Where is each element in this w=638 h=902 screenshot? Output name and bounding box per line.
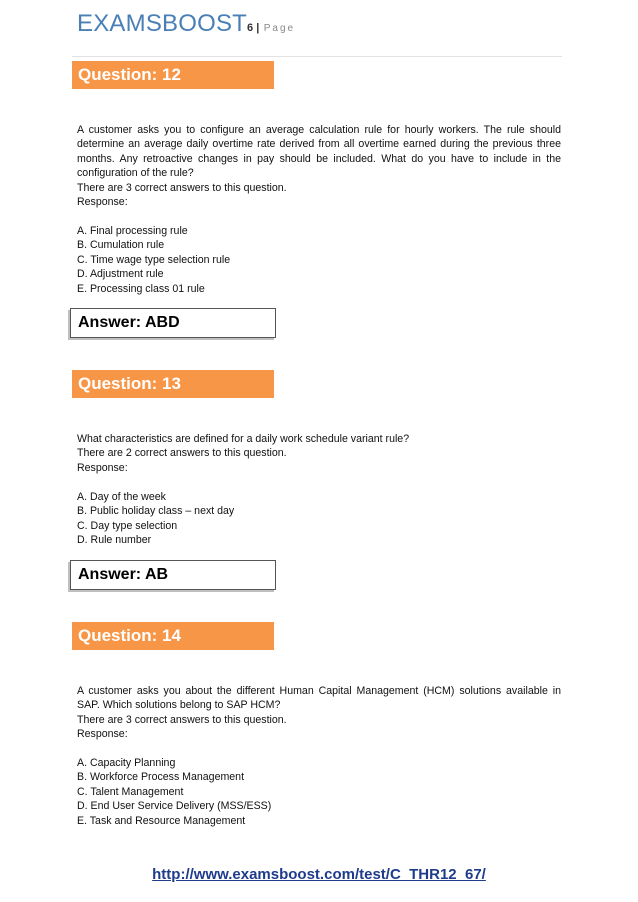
question-13-text: What characteristics are defined for a daily work schedule variant rule? xyxy=(77,433,410,445)
brand-title: EXAMSBOOST xyxy=(77,10,248,37)
question-14-text: A customer asks you about the different Human Capital Management (HCM) solutions available in SAP. Which solutions belong to SAP HCM? xyxy=(77,685,561,712)
question-13-answer: Answer: AB xyxy=(70,560,276,590)
option: D. Rule number xyxy=(77,534,152,547)
page-number: 6 | xyxy=(247,22,260,34)
option: C. Talent Management xyxy=(77,785,184,798)
option: E. Processing class 01 rule xyxy=(77,282,205,295)
question-14-response: Response: xyxy=(77,728,128,741)
question-12-title: Question: 12 xyxy=(72,61,274,89)
question-12-text: A customer asks you to configure an average calculation rule for hourly workers. The rule should determine an average daily overtime rate derived from all overtime earned during the previous three months. Any retroactive changes in pay should be included. What do you have to include in the configuration of the rule? xyxy=(77,124,561,180)
option: B. Workforce Process Management xyxy=(77,771,245,784)
option: A. Day of the week xyxy=(77,491,166,503)
question-12-answer: Answer: ABD xyxy=(70,308,276,338)
page-header xyxy=(77,10,295,40)
option: A. Capacity Planning xyxy=(77,757,176,769)
question-14-note: There are 3 correct answers to this question. xyxy=(77,713,287,726)
question-12-note: There are 3 correct answers to this question. xyxy=(77,181,287,194)
page-label: Page xyxy=(263,23,296,34)
question-12-body xyxy=(77,123,561,209)
option: C. Day type selection xyxy=(77,519,178,532)
question-13-note: There are 2 correct answers to this question. xyxy=(77,447,287,460)
question-13-response: Response: xyxy=(77,461,128,474)
question-14-title: Question: 14 xyxy=(72,622,274,650)
question-12-options xyxy=(77,224,230,296)
question-12-response: Response: xyxy=(77,196,128,209)
question-13-body xyxy=(77,432,561,475)
header-divider xyxy=(72,56,562,57)
question-13-title: Question: 13 xyxy=(72,370,274,398)
option: E. Task and Resource Management xyxy=(77,814,246,827)
question-14-body xyxy=(77,684,561,742)
option: B. Public holiday class – next day xyxy=(77,505,235,518)
option: A. Final processing rule xyxy=(77,225,188,237)
option: D. Adjustment rule xyxy=(77,268,164,281)
question-14-options xyxy=(77,756,271,828)
option: D. End User Service Delivery (MSS/ESS) xyxy=(77,800,272,813)
option: C. Time wage type selection rule xyxy=(77,253,231,266)
footer-link[interactable]: http://www.examsboost.com/test/C_THR12_67/ xyxy=(152,866,486,883)
question-13-options xyxy=(77,490,234,548)
option: B. Cumulation rule xyxy=(77,239,165,252)
page-footer xyxy=(0,866,638,884)
